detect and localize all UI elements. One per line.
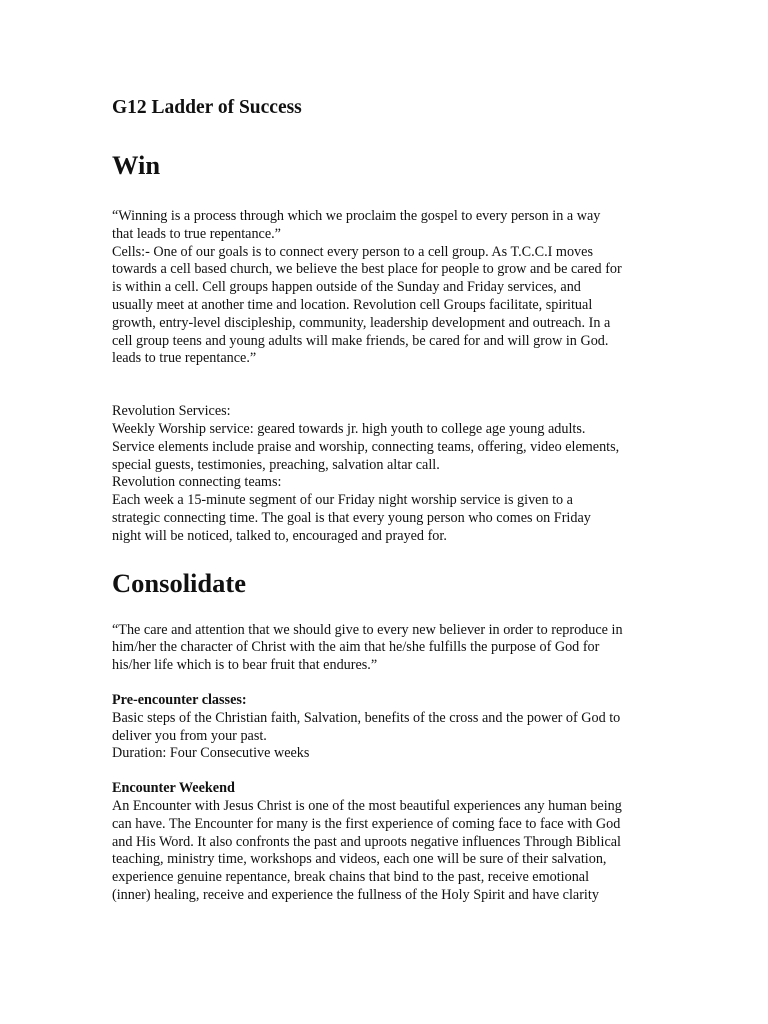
document-title: G12 Ladder of Success [112,97,302,118]
text-line: Each week a 15-minute segment of our Friday night worship service is given to a [112,492,573,509]
text-line: deliver you from your past. [112,727,267,744]
text-line: “The care and attention that we should give to every new believer in order to reproduce in [112,621,623,638]
document-page [112,94,660,905]
text-line: leads to true repentance.” [112,350,257,367]
pre-encounter-label: Pre-encounter classes: [112,691,247,708]
text-line: is within a cell. Cell groups happen outside of the Sunday and Friday services, and [112,279,581,296]
text-line: Revolution connecting teams: [112,474,282,491]
services-paragraph [112,403,660,545]
text-line: Revolution Services: [112,403,231,420]
text-line: and His Word. It also confronts the past and uproots negative influences Through Biblical [112,833,621,850]
text-line: that leads to true repentance.” [112,225,281,242]
text-line: towards a cell based church, we believe the best place for people to grow and be cared for [112,261,622,278]
win-heading: Win [112,150,161,180]
text-line: cell group teens and young adults will make friends, be cared for and will grow in God. [112,332,609,349]
text-line: An Encounter with Jesus Christ is one of the most beautiful experiences any human being [112,797,622,814]
text-line: special guests, testimonies, preaching, salvation altar call. [112,456,440,473]
text-line: Weekly Worship service: geared towards jr. high youth to college age young adults. [112,420,586,437]
win-quote [112,208,660,244]
consolidate-heading: Consolidate [112,567,246,598]
text-line: Basic steps of the Christian faith, Salvation, benefits of the cross and the power of God to [112,709,621,726]
text-line: Service elements include praise and worship, connecting teams, offering, video elements, [112,438,620,455]
consolidate-quote [112,622,660,675]
text-line: night will be noticed, talked to, encouraged and prayed for. [112,527,447,544]
text-line: usually meet at another time and location. Revolution cell Groups facilitate, spiritual [112,296,593,313]
encounter-section [112,780,660,905]
text-line: experience genuine repentance, break chains that bind to the past, receive emotional [112,869,590,886]
text-line: (inner) healing, receive and experience the fullness of the Holy Spirit and have clarity [112,886,599,903]
encounter-label: Encounter Weekend [112,780,235,797]
text-line: growth, entry-level discipleship, community, leadership development and outreach. In a [112,314,611,331]
text-line: his/her life which is to bear fruit that endures.” [112,657,378,674]
text-line: Cells:- One of our goals is to connect every person to a cell group. As T.C.C.I moves [112,243,593,260]
text-line: “Winning is a process through which we proclaim the gospel to every person in a way [112,208,601,224]
text-line: Duration: Four Consecutive weeks [112,745,310,762]
cells-paragraph [112,244,660,369]
text-line: can have. The Encounter for many is the first experience of coming face to face with God [112,815,621,832]
text-line: him/her the character of Christ with the aim that he/she fulfills the purpose of God for [112,639,600,656]
text-line: teaching, ministry time, workshops and videos, each one will be sure of their salvation, [112,851,607,868]
pre-encounter-section [112,692,660,763]
text-line: strategic connecting time. The goal is that every young person who comes on Friday [112,509,591,526]
